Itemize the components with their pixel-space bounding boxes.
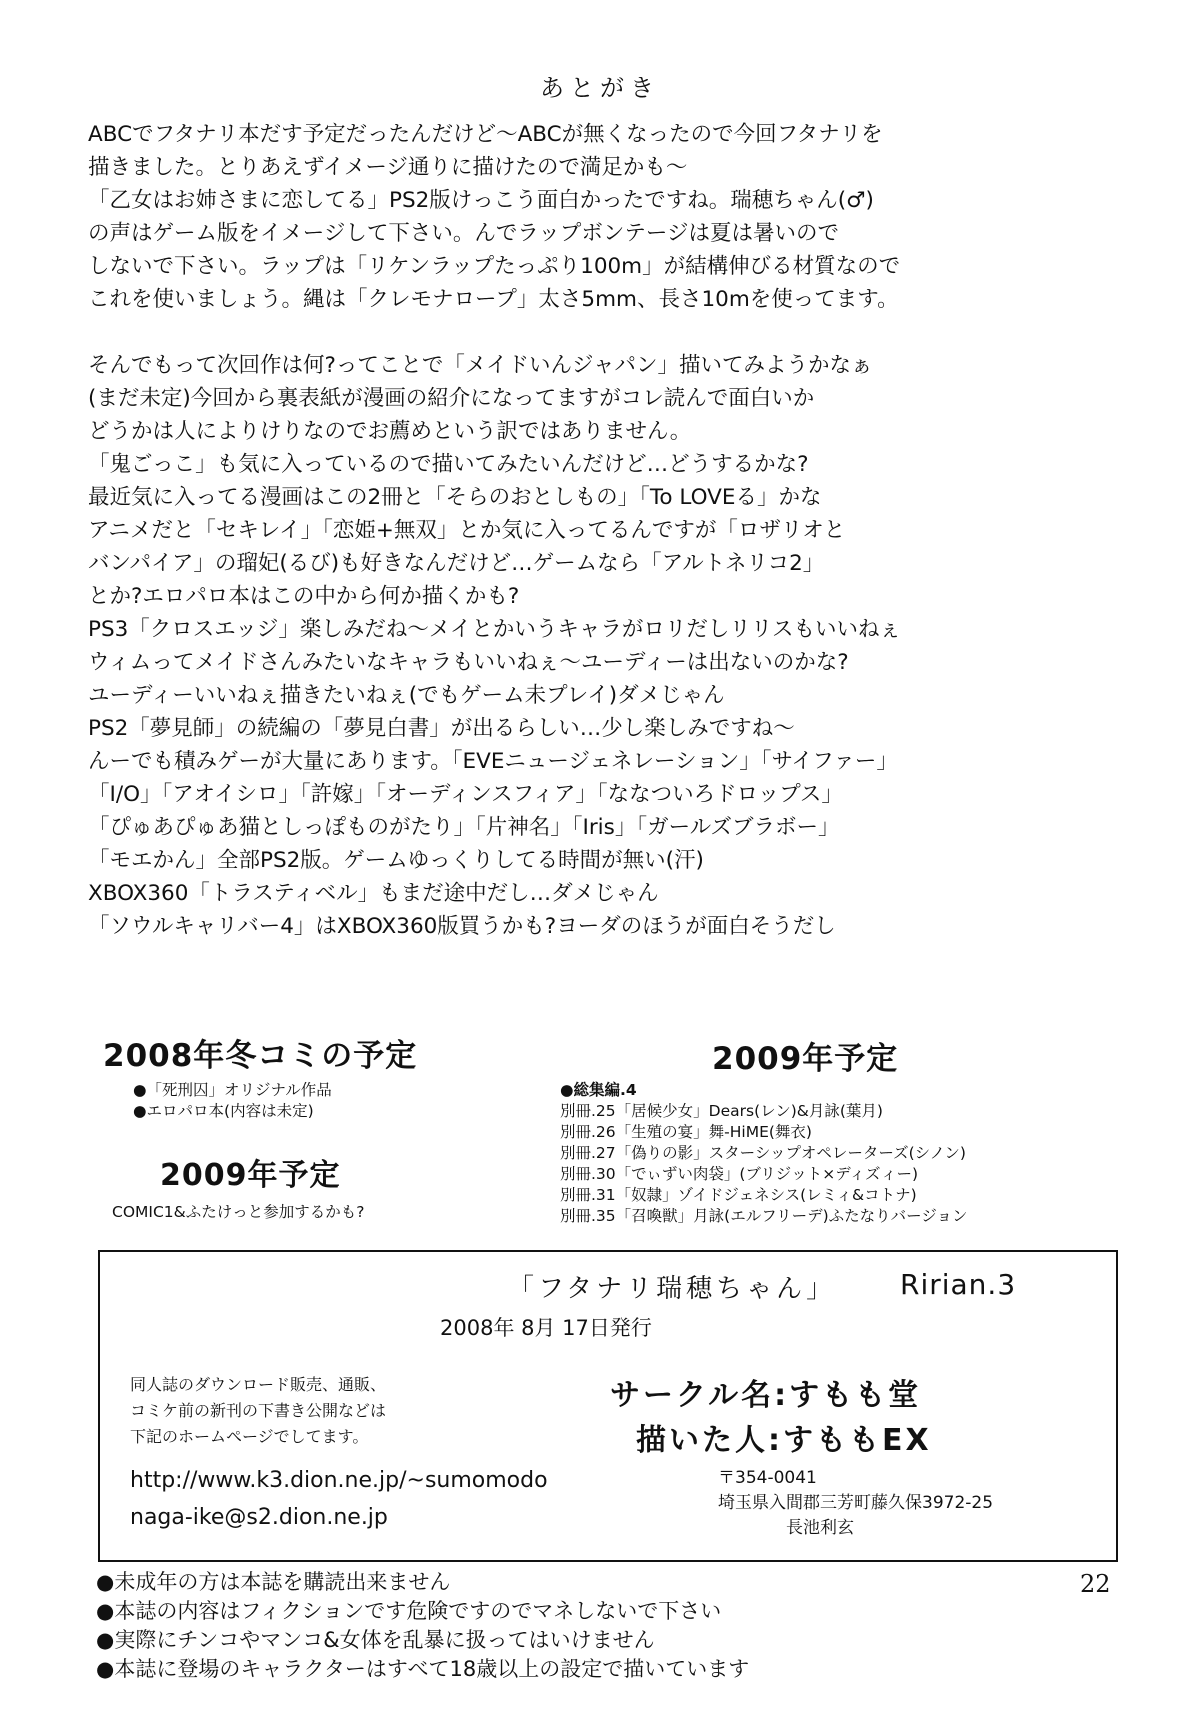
afterword-line: どうかは人によりけりなのでお薦めという訳ではありません。 (88, 419, 692, 444)
schedule-item: 別冊.26「生殖の宴」舞-HiME(舞衣) (560, 1123, 812, 1141)
afterword-line: ユーディーいいねぇ描きたいねぇ(でもゲーム未プレイ)ダメじゃん (88, 683, 725, 708)
schedule-item: 別冊.25「居候少女」Dears(レン)&月詠(葉月) (560, 1102, 883, 1120)
series-label: Ririan.3 (900, 1268, 1017, 1301)
plan-2009-small-title: 2009年予定 (160, 1158, 341, 1193)
winter-comiket-schedule-title: 2008年冬コミの予定 (103, 1038, 418, 1074)
afterword-line: 「I/O」「アオイシロ」「許嫁」「オーディンスフィア」「ななついろドロップス」 (88, 782, 843, 807)
schedule-item: 別冊.30「でぃずい肉袋」(ブリジット×ディズィー) (560, 1165, 919, 1183)
notice-line: 同人誌のダウンロード販売、通販、 (130, 1375, 387, 1394)
afterword-line: そんでもって次回作は何?ってことで「メイドいんジャパン」描いてみようかなぁ (88, 353, 873, 378)
plan-2009-note: COMIC1&ふたけっと参加するかも? (112, 1203, 365, 1221)
afterword-line: しないで下さい。ラップは「リケンラップたっぷり100m」が結構伸びる材質なので (88, 254, 901, 279)
afterword-line: 描きました。とりあえずイメージ通りに描けたので満足かも〜 (88, 155, 688, 180)
afterword-line: バンパイア」の瑠妃(るび)も好きなんだけど…ゲームなら「アルトネリコ2」 (88, 551, 825, 576)
winter-comiket-schedule-list (133, 1080, 332, 1122)
schedule-item: ●総集編.4 (560, 1081, 637, 1099)
afterword-line: これを使いましょう。縄は「クレモナロープ」太さ5mm、長さ10mを使ってます。 (88, 287, 899, 312)
schedule-item: ●エロパロ本(内容は未定) (133, 1102, 314, 1120)
disclaimer-item: ●実際にチンコやマンコ&女体を乱暴に扱ってはいけません (96, 1628, 655, 1652)
street-address: 埼玉県入間郡三芳町藤久保3972-25 (718, 1493, 994, 1513)
afterword-line: 「モエかん」全部PS2版。ゲームゆっくりしてる時間が無い(汗) (88, 848, 704, 873)
artist-name: 描いた人:すももEX (636, 1423, 932, 1458)
afterword-line: 「乙女はお姉さまに恋してる」PS2版けっこう面白かったですね。瑞穂ちゃん(♂) (88, 188, 874, 213)
schedule-item: ●「死刑囚」オリジナル作品 (133, 1081, 332, 1099)
circle-name: サークル名:すもも堂 (610, 1378, 922, 1413)
homepage-url: http://www.k3.dion.ne.jp/~sumomodo (130, 1468, 548, 1493)
issue-date: 2008年 8月 17日発行 (440, 1316, 652, 1340)
disclaimer-item: ●本誌に登場のキャラクターはすべて18歳以上の設定で描いています (96, 1657, 750, 1681)
afterword-title: あとがき (540, 74, 660, 102)
afterword-line: 「鬼ごっこ」も気に入っているので描いてみたいんだけど…どうするかな? (88, 452, 809, 477)
book-title: 「フタナリ瑞穂ちゃん」 (508, 1274, 837, 1304)
postal-address (718, 1466, 993, 1541)
afterword-line: 最近気に入ってる漫画はこの2冊と「そらのおとしもの」「To LOVEる」かな (88, 485, 822, 510)
schedule-item: 別冊.31「奴隷」ゾイドジェネシス(レミィ&コトナ) (560, 1186, 917, 1204)
postal-code: 〒354-0041 (718, 1468, 817, 1488)
plan-2009-list (560, 1080, 968, 1227)
paragraph-gap (88, 316, 1168, 349)
page-number: 22 (1080, 1570, 1111, 1598)
disclaimer-item: ●本誌の内容はフィクションです危険ですのでマネしないで下さい (96, 1599, 722, 1623)
afterword-line: ABCでフタナリ本だす予定だったんだけど〜ABCが無くなったので今回フタナリを (88, 122, 883, 147)
afterword-line: んーでも積みゲーが大量にあります。「EVEニュージェネレーション」「サイファー」 (88, 749, 898, 774)
person-name: 長池利玄 (786, 1518, 854, 1538)
afterword-line: 「ぴゅあぴゅあ猫としっぽものがたり」「片神名」「Iris」「ガールズブラボー」 (88, 815, 840, 840)
afterword-line: XBOX360「トラスティベル」もまだ途中だし…ダメじゃん (88, 881, 659, 906)
email-address: naga-ike@s2.dion.ne.jp (130, 1505, 388, 1530)
plan-2009-title: 2009年予定 (712, 1041, 899, 1077)
notice-line: コミケ前の新刊の下書き公開などは (130, 1401, 387, 1420)
afterword-line: の声はゲーム版をイメージして下さい。んでラップボンテージは夏は暑いので (88, 221, 839, 246)
schedule-item: 別冊.35「召喚獣」月詠(エルフリーデ)ふたなりバージョン (560, 1207, 968, 1225)
schedule-item: 別冊.27「偽りの影」スターシップオペレーターズ(シノン) (560, 1144, 966, 1162)
afterword-line: PS3「クロスエッジ」楽しみだね〜メイとかいうキャラがロリだしリリスもいいねぇ (88, 617, 902, 642)
afterword-line: アニメだと「セキレイ」「恋姫+無双」とか気に入ってるんですが「ロザリオと (88, 518, 846, 543)
download-notice (130, 1372, 386, 1450)
disclaimer-list (96, 1568, 749, 1684)
afterword-line: ウィムってメイドさんみたいなキャラもいいねぇ〜ユーディーは出ないのかな? (88, 650, 849, 675)
afterword-line: 「ソウルキャリバー4」はXBOX360版買うかも?ヨーダのほうが面白そうだし (88, 914, 836, 939)
notice-line: 下記のホームページでしてます。 (130, 1427, 369, 1446)
afterword-line: PS2「夢見師」の続編の「夢見白書」が出るらしい…少し楽しみですね〜 (88, 716, 795, 741)
afterword-line: (まだ未定)今回から裏表紙が漫画の紹介になってますがコレ読んで面白いか (88, 386, 815, 411)
afterword-line: とか?エロパロ本はこの中から何か描くかも? (88, 584, 520, 609)
afterword-body (88, 118, 1168, 943)
disclaimer-item: ●未成年の方は本誌を購読出来ません (96, 1570, 451, 1594)
